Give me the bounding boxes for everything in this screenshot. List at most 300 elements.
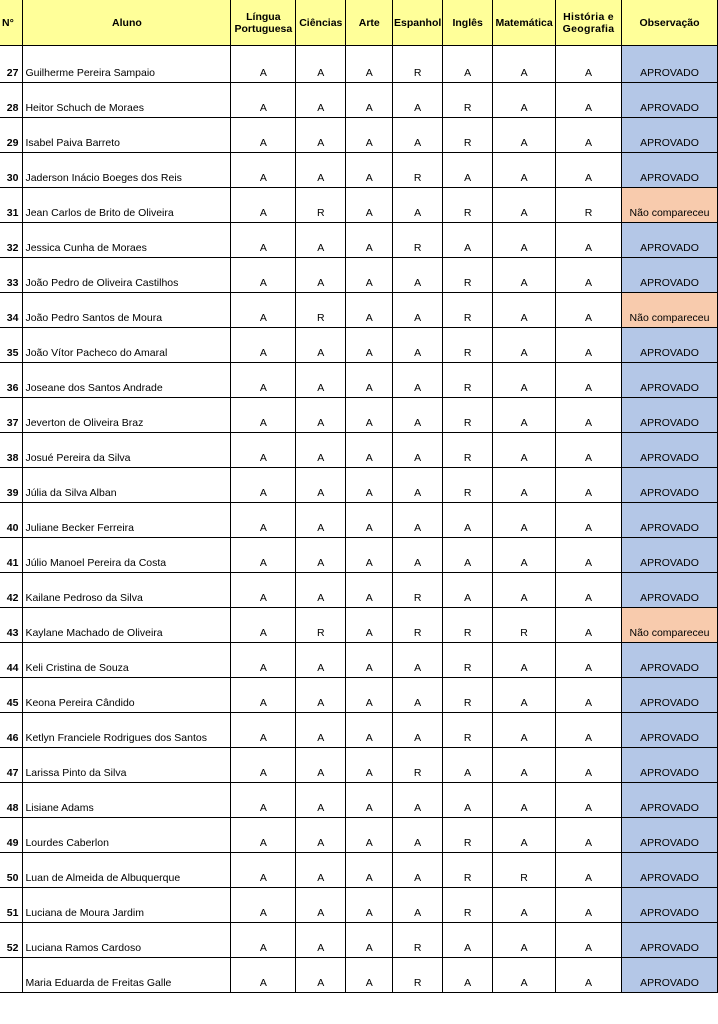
cell-science: A xyxy=(296,538,346,573)
table-row xyxy=(0,538,718,573)
cell-number: 44 xyxy=(0,643,23,678)
cell-portuguese: A xyxy=(231,888,296,923)
cell-student-name: Keona Pereira Cândido xyxy=(23,678,231,713)
cell-english: A xyxy=(443,153,493,188)
cell-math: A xyxy=(493,538,556,573)
cell-student-name: Lourdes Caberlon xyxy=(23,818,231,853)
cell-spanish: A xyxy=(393,258,443,293)
cell-science: R xyxy=(296,293,346,328)
cell-student-name: Larissa Pinto da Silva xyxy=(23,748,231,783)
cell-history-geography: A xyxy=(556,573,622,608)
cell-english: R xyxy=(443,83,493,118)
cell-portuguese: A xyxy=(231,818,296,853)
cell-spanish: A xyxy=(393,398,443,433)
cell-portuguese: A xyxy=(231,853,296,888)
header-student: Aluno xyxy=(23,0,231,46)
cell-math: A xyxy=(493,713,556,748)
cell-portuguese: A xyxy=(231,748,296,783)
cell-science: R xyxy=(296,188,346,223)
table-row xyxy=(0,608,718,643)
cell-number: 31 xyxy=(0,188,23,223)
cell-history-geography: A xyxy=(556,46,622,83)
cell-science: A xyxy=(296,118,346,153)
cell-observation: APROVADO xyxy=(622,118,718,153)
cell-spanish: A xyxy=(393,468,443,503)
cell-spanish: A xyxy=(393,888,443,923)
cell-history-geography: A xyxy=(556,468,622,503)
cell-observation: APROVADO xyxy=(622,853,718,888)
cell-english: A xyxy=(443,46,493,83)
cell-portuguese: A xyxy=(231,188,296,223)
cell-observation: APROVADO xyxy=(622,363,718,398)
cell-english: R xyxy=(443,293,493,328)
table-row xyxy=(0,188,718,223)
cell-student-name: Lisiane Adams xyxy=(23,783,231,818)
cell-portuguese: A xyxy=(231,713,296,748)
cell-observation: Não compareceu xyxy=(622,188,718,223)
cell-history-geography: A xyxy=(556,398,622,433)
cell-student-name: Júlio Manoel Pereira da Costa xyxy=(23,538,231,573)
cell-art: A xyxy=(346,118,393,153)
cell-observation: Não compareceu xyxy=(622,608,718,643)
cell-spanish: A xyxy=(393,328,443,363)
cell-number xyxy=(0,958,23,993)
cell-student-name: João Vítor Pacheco do Amaral xyxy=(23,328,231,363)
cell-portuguese: A xyxy=(231,958,296,993)
cell-observation: APROVADO xyxy=(622,538,718,573)
cell-art: A xyxy=(346,258,393,293)
cell-spanish: A xyxy=(393,678,443,713)
cell-history-geography: A xyxy=(556,433,622,468)
cell-number: 39 xyxy=(0,468,23,503)
header-history-geography xyxy=(556,0,622,46)
cell-math: A xyxy=(493,643,556,678)
cell-math: A xyxy=(493,958,556,993)
cell-math: A xyxy=(493,153,556,188)
cell-portuguese: A xyxy=(231,433,296,468)
table-row xyxy=(0,958,718,993)
cell-english: R xyxy=(443,713,493,748)
cell-english: R xyxy=(443,643,493,678)
cell-math: A xyxy=(493,818,556,853)
cell-english: R xyxy=(443,433,493,468)
cell-math: A xyxy=(493,923,556,958)
cell-history-geography: A xyxy=(556,363,622,398)
cell-portuguese: A xyxy=(231,363,296,398)
table-row xyxy=(0,713,718,748)
cell-student-name: Heitor Schuch de Moraes xyxy=(23,83,231,118)
cell-english: R xyxy=(443,328,493,363)
cell-english: A xyxy=(443,223,493,258)
cell-art: A xyxy=(346,398,393,433)
cell-science: A xyxy=(296,363,346,398)
cell-art: A xyxy=(346,503,393,538)
table-row xyxy=(0,818,718,853)
cell-number: 50 xyxy=(0,853,23,888)
cell-history-geography: A xyxy=(556,888,622,923)
cell-student-name: Juliane Becker Ferreira xyxy=(23,503,231,538)
cell-number: 52 xyxy=(0,923,23,958)
cell-portuguese: A xyxy=(231,678,296,713)
cell-portuguese: A xyxy=(231,223,296,258)
cell-science: R xyxy=(296,608,346,643)
table-row xyxy=(0,468,718,503)
cell-math: A xyxy=(493,888,556,923)
cell-spanish: A xyxy=(393,363,443,398)
header-english: Inglês xyxy=(443,0,493,46)
header-portuguese-line1: Língua xyxy=(246,10,281,23)
table-row xyxy=(0,118,718,153)
header-row xyxy=(0,0,718,46)
cell-observation: APROVADO xyxy=(622,398,718,433)
cell-math: R xyxy=(493,853,556,888)
cell-art: A xyxy=(346,328,393,363)
cell-spanish: A xyxy=(393,783,443,818)
cell-spanish: A xyxy=(393,118,443,153)
cell-number: 32 xyxy=(0,223,23,258)
cell-history-geography: A xyxy=(556,958,622,993)
cell-science: A xyxy=(296,573,346,608)
cell-english: A xyxy=(443,503,493,538)
cell-spanish: R xyxy=(393,748,443,783)
cell-observation: APROVADO xyxy=(622,923,718,958)
table-row xyxy=(0,888,718,923)
cell-student-name: Ketlyn Franciele Rodrigues dos Santos xyxy=(23,713,231,748)
header-spanish: Espanhol xyxy=(393,0,443,46)
cell-observation: APROVADO xyxy=(622,573,718,608)
cell-student-name: Luciana de Moura Jardim xyxy=(23,888,231,923)
cell-math: A xyxy=(493,363,556,398)
cell-history-geography: A xyxy=(556,293,622,328)
cell-science: A xyxy=(296,643,346,678)
cell-math: A xyxy=(493,398,556,433)
cell-english: R xyxy=(443,888,493,923)
table-row xyxy=(0,643,718,678)
cell-number: 38 xyxy=(0,433,23,468)
cell-number: 51 xyxy=(0,888,23,923)
cell-portuguese: A xyxy=(231,118,296,153)
cell-english: A xyxy=(443,538,493,573)
cell-science: A xyxy=(296,853,346,888)
cell-history-geography: A xyxy=(556,83,622,118)
cell-history-geography: A xyxy=(556,258,622,293)
cell-english: A xyxy=(443,923,493,958)
cell-number: 41 xyxy=(0,538,23,573)
cell-spanish: A xyxy=(393,503,443,538)
header-history-geography-line1: História e xyxy=(563,10,614,23)
cell-history-geography: A xyxy=(556,643,622,678)
cell-science: A xyxy=(296,398,346,433)
cell-portuguese: A xyxy=(231,468,296,503)
cell-student-name: Luan de Almeida de Albuquerque xyxy=(23,853,231,888)
cell-history-geography: A xyxy=(556,783,622,818)
cell-science: A xyxy=(296,46,346,83)
cell-english: R xyxy=(443,258,493,293)
cell-spanish: A xyxy=(393,538,443,573)
cell-portuguese: A xyxy=(231,398,296,433)
table-row xyxy=(0,433,718,468)
cell-observation: APROVADO xyxy=(622,46,718,83)
cell-math: A xyxy=(493,258,556,293)
cell-history-geography: A xyxy=(556,328,622,363)
cell-math: A xyxy=(493,748,556,783)
cell-science: A xyxy=(296,223,346,258)
cell-art: A xyxy=(346,713,393,748)
cell-english: R xyxy=(443,188,493,223)
cell-number: 49 xyxy=(0,818,23,853)
cell-history-geography: A xyxy=(556,853,622,888)
cell-student-name: Kailane Pedroso da Silva xyxy=(23,573,231,608)
cell-student-name: Keli Cristina de Souza xyxy=(23,643,231,678)
table-row xyxy=(0,748,718,783)
cell-math: A xyxy=(493,783,556,818)
cell-number: 46 xyxy=(0,713,23,748)
cell-observation: APROVADO xyxy=(622,678,718,713)
cell-history-geography: A xyxy=(556,818,622,853)
table-header xyxy=(0,0,718,46)
cell-student-name: João Pedro de Oliveira Castilhos xyxy=(23,258,231,293)
cell-portuguese: A xyxy=(231,293,296,328)
table-row xyxy=(0,573,718,608)
table-row xyxy=(0,46,718,83)
cell-spanish: A xyxy=(393,853,443,888)
cell-portuguese: A xyxy=(231,46,296,83)
cell-spanish: A xyxy=(393,188,443,223)
cell-english: A xyxy=(443,783,493,818)
cell-number: 29 xyxy=(0,118,23,153)
cell-art: A xyxy=(346,468,393,503)
cell-spanish: R xyxy=(393,923,443,958)
cell-number: 42 xyxy=(0,573,23,608)
cell-number: 33 xyxy=(0,258,23,293)
cell-english: R xyxy=(443,818,493,853)
cell-art: A xyxy=(346,83,393,118)
cell-english: R xyxy=(443,608,493,643)
cell-art: A xyxy=(346,223,393,258)
table-row xyxy=(0,783,718,818)
cell-observation: APROVADO xyxy=(622,223,718,258)
cell-science: A xyxy=(296,888,346,923)
cell-observation: APROVADO xyxy=(622,713,718,748)
cell-student-name: Luciana Ramos Cardoso xyxy=(23,923,231,958)
cell-history-geography: R xyxy=(556,188,622,223)
header-number: N° xyxy=(0,0,23,46)
cell-number: 45 xyxy=(0,678,23,713)
cell-number: 30 xyxy=(0,153,23,188)
cell-science: A xyxy=(296,433,346,468)
cell-math: A xyxy=(493,188,556,223)
cell-history-geography: A xyxy=(556,538,622,573)
cell-portuguese: A xyxy=(231,783,296,818)
cell-science: A xyxy=(296,748,346,783)
cell-portuguese: A xyxy=(231,608,296,643)
table-row xyxy=(0,503,718,538)
cell-portuguese: A xyxy=(231,643,296,678)
header-art: Arte xyxy=(346,0,393,46)
cell-art: A xyxy=(346,573,393,608)
cell-number: 27 xyxy=(0,46,23,83)
cell-spanish: A xyxy=(393,713,443,748)
cell-science: A xyxy=(296,503,346,538)
cell-portuguese: A xyxy=(231,503,296,538)
cell-science: A xyxy=(296,328,346,363)
cell-portuguese: A xyxy=(231,923,296,958)
cell-english: A xyxy=(443,748,493,783)
header-math: Matemática xyxy=(493,0,556,46)
cell-number: 47 xyxy=(0,748,23,783)
cell-art: A xyxy=(346,46,393,83)
cell-student-name: Jessica Cunha de Moraes xyxy=(23,223,231,258)
cell-number: 34 xyxy=(0,293,23,328)
cell-art: A xyxy=(346,153,393,188)
cell-science: A xyxy=(296,783,346,818)
cell-math: R xyxy=(493,608,556,643)
cell-number: 40 xyxy=(0,503,23,538)
cell-history-geography: A xyxy=(556,748,622,783)
table-row xyxy=(0,853,718,888)
cell-student-name: Kaylane Machado de Oliveira xyxy=(23,608,231,643)
cell-english: R xyxy=(443,853,493,888)
cell-portuguese: A xyxy=(231,83,296,118)
cell-observation: APROVADO xyxy=(622,503,718,538)
cell-english: R xyxy=(443,678,493,713)
cell-english: R xyxy=(443,398,493,433)
table-row xyxy=(0,398,718,433)
cell-observation: APROVADO xyxy=(622,433,718,468)
table-body xyxy=(0,46,718,993)
cell-student-name: Guilherme Pereira Sampaio xyxy=(23,46,231,83)
cell-history-geography: A xyxy=(556,153,622,188)
cell-art: A xyxy=(346,293,393,328)
cell-number: 28 xyxy=(0,83,23,118)
table-row xyxy=(0,153,718,188)
header-history-geography-line2: Geografia xyxy=(562,22,615,35)
cell-science: A xyxy=(296,923,346,958)
cell-art: A xyxy=(346,958,393,993)
cell-observation: APROVADO xyxy=(622,783,718,818)
cell-student-name: Jaderson Inácio Boeges dos Reis xyxy=(23,153,231,188)
cell-history-geography: A xyxy=(556,608,622,643)
cell-portuguese: A xyxy=(231,258,296,293)
cell-math: A xyxy=(493,468,556,503)
cell-english: A xyxy=(443,573,493,608)
cell-math: A xyxy=(493,46,556,83)
cell-observation: APROVADO xyxy=(622,468,718,503)
cell-observation: APROVADO xyxy=(622,958,718,993)
cell-number: 48 xyxy=(0,783,23,818)
cell-portuguese: A xyxy=(231,573,296,608)
cell-history-geography: A xyxy=(556,678,622,713)
table-row xyxy=(0,678,718,713)
cell-history-geography: A xyxy=(556,118,622,153)
cell-math: A xyxy=(493,678,556,713)
table-row xyxy=(0,363,718,398)
cell-observation: APROVADO xyxy=(622,153,718,188)
cell-student-name: Isabel Paiva Barreto xyxy=(23,118,231,153)
cell-observation: APROVADO xyxy=(622,258,718,293)
cell-art: A xyxy=(346,818,393,853)
cell-number: 37 xyxy=(0,398,23,433)
cell-science: A xyxy=(296,83,346,118)
cell-observation: APROVADO xyxy=(622,83,718,118)
table-row xyxy=(0,223,718,258)
cell-art: A xyxy=(346,363,393,398)
header-observation: Observação xyxy=(622,0,718,46)
cell-spanish: A xyxy=(393,643,443,678)
cell-spanish: R xyxy=(393,223,443,258)
cell-science: A xyxy=(296,153,346,188)
table-row xyxy=(0,258,718,293)
cell-math: A xyxy=(493,503,556,538)
cell-science: A xyxy=(296,713,346,748)
cell-english: R xyxy=(443,468,493,503)
table-row xyxy=(0,328,718,363)
cell-art: A xyxy=(346,538,393,573)
cell-portuguese: A xyxy=(231,538,296,573)
cell-number: 36 xyxy=(0,363,23,398)
cell-art: A xyxy=(346,678,393,713)
cell-spanish: R xyxy=(393,153,443,188)
cell-math: A xyxy=(493,223,556,258)
cell-science: A xyxy=(296,678,346,713)
cell-history-geography: A xyxy=(556,713,622,748)
cell-art: A xyxy=(346,783,393,818)
cell-art: A xyxy=(346,923,393,958)
cell-observation: APROVADO xyxy=(622,643,718,678)
header-portuguese-line2: Portuguesa xyxy=(234,22,293,35)
cell-spanish: R xyxy=(393,573,443,608)
cell-english: A xyxy=(443,958,493,993)
cell-art: A xyxy=(346,748,393,783)
cell-spanish: A xyxy=(393,83,443,118)
cell-student-name: Jean Carlos de Brito de Oliveira xyxy=(23,188,231,223)
cell-student-name: Maria Eduarda de Freitas Galle xyxy=(23,958,231,993)
cell-art: A xyxy=(346,188,393,223)
table-row xyxy=(0,83,718,118)
cell-art: A xyxy=(346,853,393,888)
cell-observation: APROVADO xyxy=(622,888,718,923)
cell-spanish: R xyxy=(393,608,443,643)
cell-math: A xyxy=(493,328,556,363)
cell-portuguese: A xyxy=(231,328,296,363)
cell-student-name: Joseane dos Santos Andrade xyxy=(23,363,231,398)
header-portuguese xyxy=(231,0,296,46)
cell-spanish: R xyxy=(393,958,443,993)
cell-student-name: João Pedro Santos de Moura xyxy=(23,293,231,328)
cell-number: 35 xyxy=(0,328,23,363)
cell-student-name: Josué Pereira da Silva xyxy=(23,433,231,468)
cell-science: A xyxy=(296,258,346,293)
cell-math: A xyxy=(493,83,556,118)
cell-math: A xyxy=(493,573,556,608)
cell-observation: Não compareceu xyxy=(622,293,718,328)
cell-spanish: A xyxy=(393,433,443,468)
cell-observation: APROVADO xyxy=(622,818,718,853)
cell-observation: APROVADO xyxy=(622,748,718,783)
cell-history-geography: A xyxy=(556,223,622,258)
cell-history-geography: A xyxy=(556,923,622,958)
cell-history-geography: A xyxy=(556,503,622,538)
cell-student-name: Júlia da Silva Alban xyxy=(23,468,231,503)
cell-math: A xyxy=(493,293,556,328)
cell-observation: APROVADO xyxy=(622,328,718,363)
cell-spanish: A xyxy=(393,818,443,853)
header-science: Ciências xyxy=(296,0,346,46)
cell-english: R xyxy=(443,118,493,153)
cell-art: A xyxy=(346,433,393,468)
table-row xyxy=(0,923,718,958)
cell-spanish: A xyxy=(393,293,443,328)
